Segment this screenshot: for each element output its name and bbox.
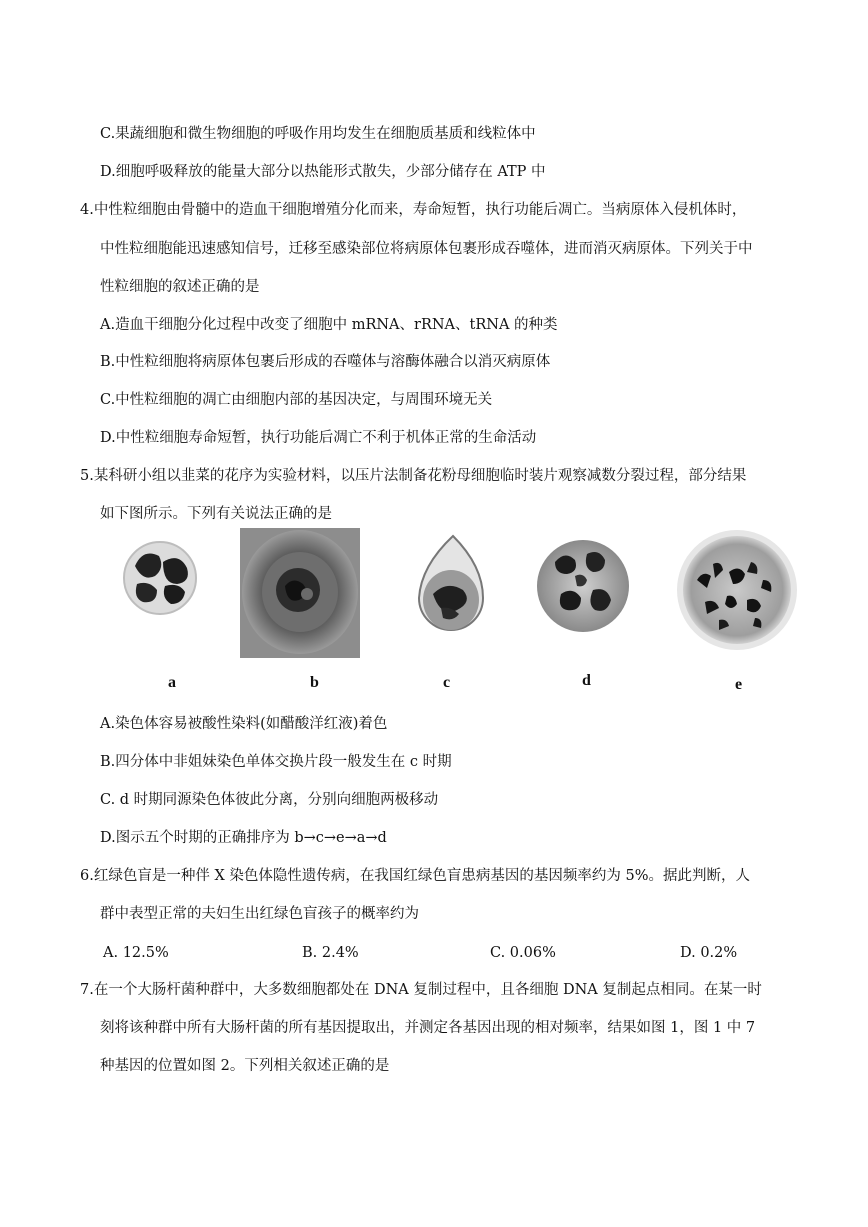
q6-option-b: B. 2.4% bbox=[302, 945, 359, 961]
q6-option-d: D. 0.2% bbox=[680, 945, 738, 961]
q5-stem-line2: 如下图所示。下列有关说法正确的是 bbox=[100, 506, 332, 522]
q6-option-a: A. 12.5% bbox=[103, 945, 169, 961]
figure-label-d: d bbox=[582, 672, 591, 689]
q5-option-b: B.四分体中非姐妹染色单体交换片段一般发生在 c 时期 bbox=[100, 754, 452, 770]
cell-e-micrograph bbox=[677, 530, 797, 650]
meiosis-micrograph-figure bbox=[115, 528, 815, 698]
q5-option-a: A.染色体容易被酸性染料(如醋酸洋红液)着色 bbox=[100, 716, 388, 732]
q3-option-d: D.细胞呼吸释放的能量大部分以热能形式散失，少部分储存在 ATP 中 bbox=[100, 164, 546, 180]
q7-stem-line1: 7.在一个大肠杆菌种群中，大多数细胞都处在 DNA 复制过程中，且各细胞 DNA 复制起点相同。在某一时 bbox=[80, 982, 762, 998]
q4-option-a: A.造血干细胞分化过程中改变了细胞中 mRNA、rRNA、tRNA 的种类 bbox=[100, 317, 558, 333]
q6-option-c: C. 0.06% bbox=[490, 945, 556, 961]
q6-stem-line1: 6.红绿色盲是一种伴 X 染色体隐性遗传病，在我国红绿色盲患病基因的基因频率约为 5%。据此判断，人 bbox=[80, 868, 750, 884]
q6-stem-line2: 群中表型正常的夫妇生出红绿色盲孩子的概率约为 bbox=[100, 906, 419, 922]
q7-stem-line2: 刻将该种群中所有大肠杆菌的所有基因提取出，并测定各基因出现的相对频率，结果如图 1，图 1 中 7 bbox=[100, 1020, 756, 1036]
figure-label-c: c bbox=[443, 674, 451, 691]
cell-d-micrograph bbox=[537, 540, 629, 632]
cell-c-micrograph bbox=[419, 536, 483, 630]
meiosis-micrographs bbox=[115, 528, 815, 698]
figure-label-e: e bbox=[735, 676, 743, 693]
q4-stem-line2: 中性粒细胞能迅速感知信号，迁移至感染部位将病原体包裹形成吞噬体，进而消灭病原体。下列关于中 bbox=[100, 241, 753, 257]
cell-a-micrograph bbox=[124, 542, 196, 614]
q4-option-d: D.中性粒细胞寿命短暂，执行功能后凋亡不利于机体正常的生命活动 bbox=[100, 430, 537, 446]
q4-option-c: C.中性粒细胞的凋亡由细胞内部的基因决定，与周围环境无关 bbox=[100, 392, 493, 408]
q4-option-b: B.中性粒细胞将病原体包裹后形成的吞噬体与溶酶体融合以消灭病原体 bbox=[100, 354, 551, 370]
figure-label-b: b bbox=[310, 674, 319, 691]
figure-label-a: a bbox=[168, 674, 176, 691]
q6-options-row bbox=[0, 943, 868, 965]
q3-option-c: C.果蔬细胞和微生物细胞的呼吸作用均发生在细胞质基质和线粒体中 bbox=[100, 126, 536, 142]
q7-stem-line3: 种基因的位置如图 2。下列相关叙述正确的是 bbox=[100, 1058, 390, 1074]
q4-stem-line3: 性粒细胞的叙述正确的是 bbox=[100, 279, 260, 295]
q4-stem-line1: 4.中性粒细胞由骨髓中的造血干细胞增殖分化而来，寿命短暂，执行功能后凋亡。当病原体入侵机体时， bbox=[80, 202, 747, 218]
q5-option-c: C. d 时期同源染色体彼此分离，分别向细胞两极移动 bbox=[100, 792, 439, 808]
q5-option-d: D.图示五个时期的正确排序为 b→c→e→a→d bbox=[100, 830, 387, 846]
cell-b-micrograph bbox=[240, 528, 360, 658]
q5-stem-line1: 5.某科研小组以韭菜的花序为实验材料，以压片法制备花粉母细胞临时装片观察减数分裂过程，部分结果 bbox=[80, 468, 747, 484]
